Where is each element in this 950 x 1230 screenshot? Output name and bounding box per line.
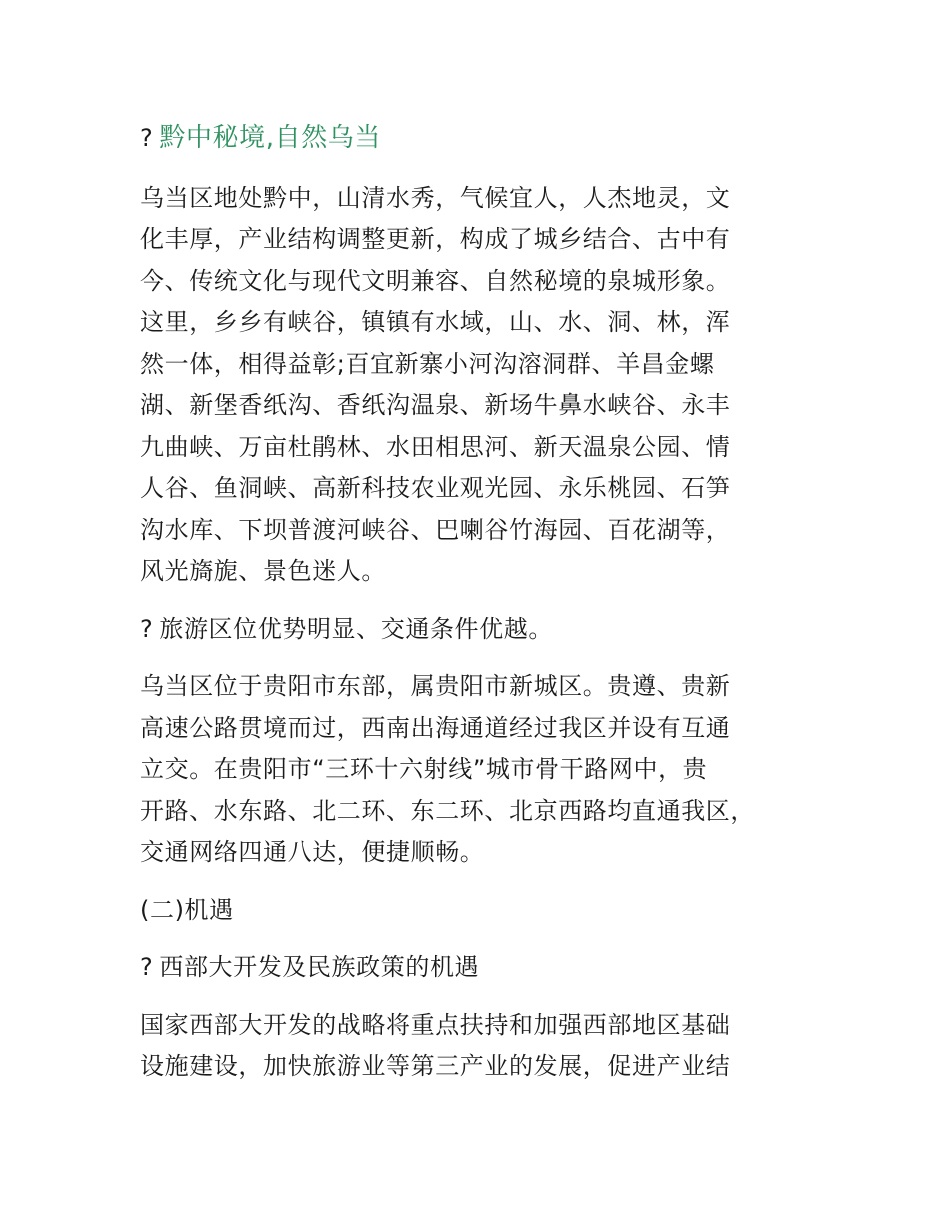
paragraph-location [140, 666, 840, 874]
section-heading-western-development [140, 947, 840, 989]
text-line: 湖、新堡香纸沟、香纸沟温泉、新场牛鼻水峡谷、永丰 [140, 391, 731, 419]
text-line: 立交。在贵阳市“三环十六射线”城市骨干路网中，贵 [140, 755, 708, 783]
text-line: 化丰厚，产业结构调整更新，构成了城乡结合、古中有 [140, 225, 731, 253]
text-line: 设施建设，加快旅游业等第三产业的发展，促进产业结 [140, 1052, 731, 1080]
section-heading-location [140, 609, 840, 651]
text-line: 乌当区位于贵阳市东部，属贵阳市新城区。贵遵、贵新 [140, 672, 731, 700]
heading-text: 黔中秘境,自然乌当 [159, 123, 382, 153]
text-line: 风光旖旎、景色迷人。 [140, 557, 386, 585]
bullet-marker: ? [140, 953, 154, 981]
section-heading-nature [140, 118, 840, 160]
bullet-marker: ? [140, 614, 154, 643]
text-line: 交通网络四通八达，便捷顺畅。 [140, 838, 485, 866]
heading-text: (二)机遇 [140, 895, 234, 924]
text-line: 高速公路贯境而过，西南出海通道经过我区并设有互通 [140, 713, 731, 742]
document-body [140, 118, 840, 1088]
text-line: 人谷、鱼洞峡、高新科技农业观光园、永乐桃园、石笋 [140, 474, 731, 502]
text-line: 国家西部大开发的战略将重点扶持和加强西部地区基础 [140, 1010, 731, 1039]
text-line: 这里，乡乡有峡谷，镇镇有水域，山、水、洞、林，浑 [140, 308, 731, 336]
section-heading-opportunity [140, 890, 840, 932]
text-line: 开路、水东路、北二环、东二环、北京西路均直通我区， [140, 796, 755, 825]
paragraph-nature [140, 178, 840, 593]
text-line: 乌当区地处黔中，山清水秀，气候宜人，人杰地灵，文 [140, 183, 731, 212]
text-line: 沟水库、下坝普渡河峡谷、巴喇谷竹海园、百花湖等， [140, 515, 731, 544]
bullet-marker: ? [140, 124, 154, 152]
heading-text: 旅游区位优势明显、交通条件优越。 [159, 614, 553, 643]
paragraph-western-development [140, 1005, 840, 1088]
text-line: 然一体，相得益彰;百宜新寨小河沟溶洞群、羊昌金螺 [140, 349, 715, 378]
text-line: 今、传统文化与现代文明兼容、自然秘境的泉城形象。 [140, 266, 731, 295]
text-line: 九曲峡、万亩杜鹃林、水田相思河、新天温泉公园、情 [140, 432, 731, 461]
heading-text: 西部大开发及民族政策的机遇 [159, 953, 480, 981]
